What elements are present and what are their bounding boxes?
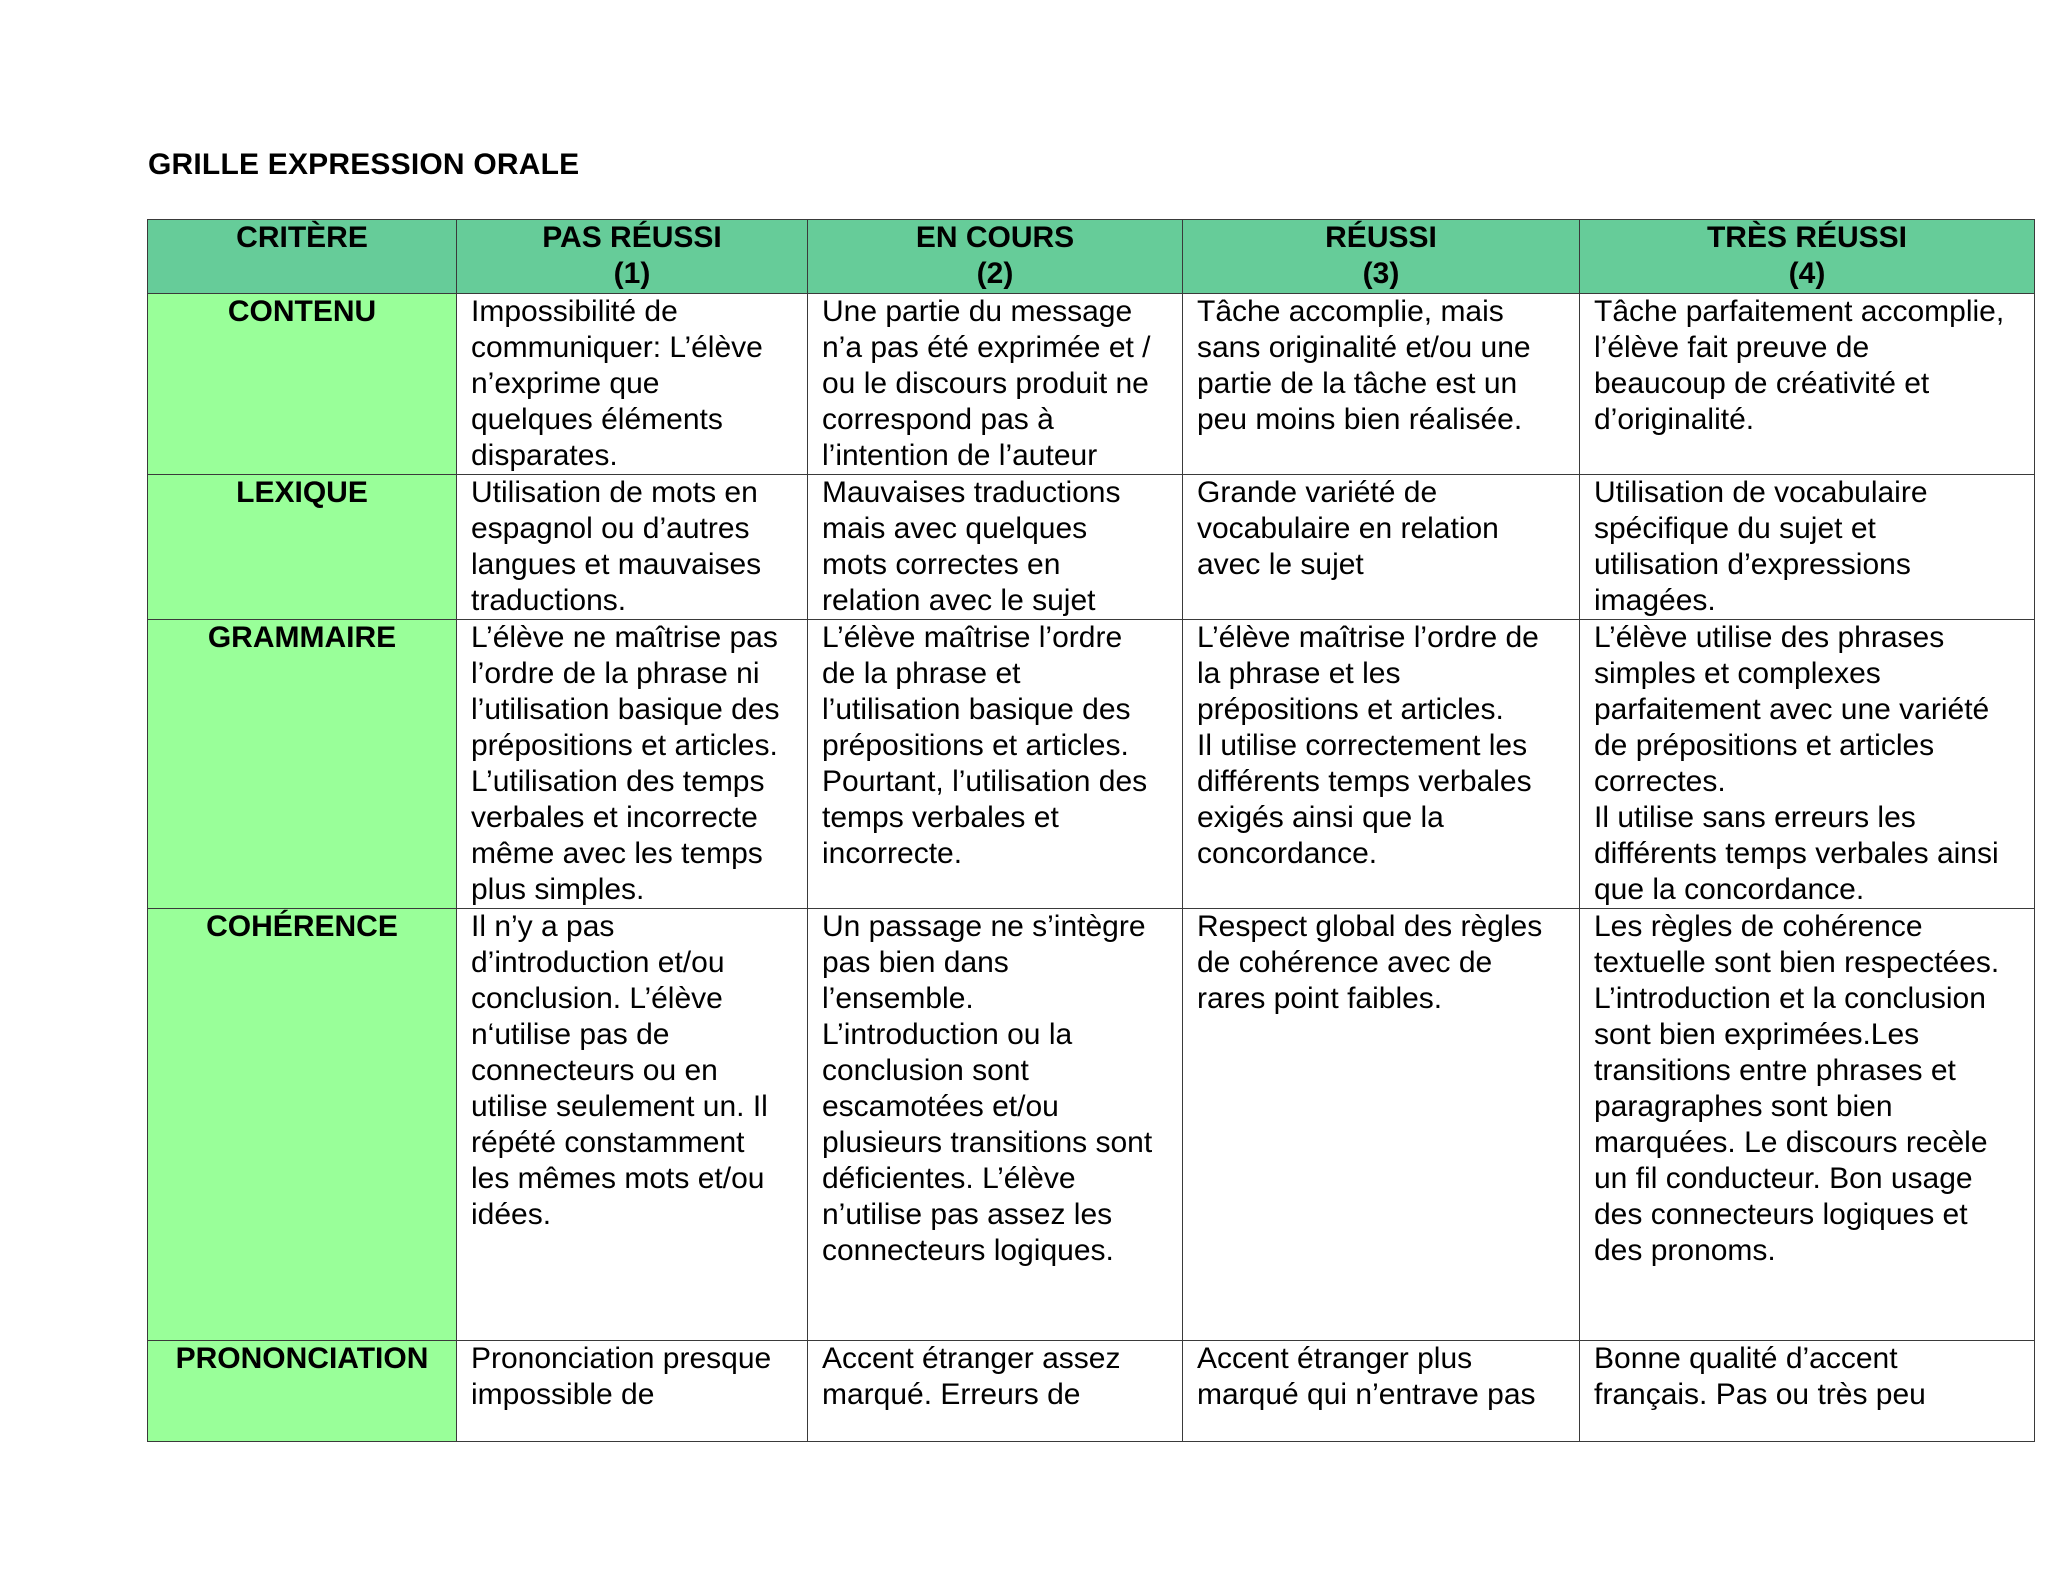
table-row-contenu	[148, 294, 2035, 475]
descriptor-text: Tâche accomplie, mais sans originalité et/ou une partie de la tâche est un peu moins bien réalisée.	[1197, 295, 1531, 436]
header-level-number: (1)	[613, 257, 651, 290]
descriptor-text: Tâche parfaitement accomplie, l’élève fait preuve de beaucoup de créativité et d’originalité.	[1594, 295, 2005, 436]
table-row-prononciation	[148, 1341, 2035, 1442]
header-level-2	[808, 220, 1183, 294]
descriptor-text: Il n’y a pas d’introduction et/ou conclusion. L’élève n‘utilise pas de connecteurs ou en utilise seulement un. Il répété constamment les mêmes mots et/ou idées.	[471, 910, 768, 1231]
criterion-cell: PRONONCIATION	[148, 1341, 457, 1442]
descriptor-cell	[1183, 1341, 1580, 1442]
descriptor-cell	[1580, 475, 2035, 620]
descriptor-text: L’élève ne maîtrise pas l’ordre de la phrase ni l’utilisation basique des prépositions et articles. L’utilisation des temps verbales et incorrecte même avec les temps plus simples.	[471, 621, 780, 906]
descriptor-cell	[1580, 294, 2035, 475]
header-level-number: (3)	[1362, 257, 1400, 290]
descriptor-text: Les règles de cohérence textuelle sont bien respectées. L’introduction et la conclusion sont bien exprimées.Les transitions entre phrases et paragraphes sont bien marquées. Le discours recèle un fil conducteur. Bon usage des connecteurs logiques et des pronoms.	[1594, 910, 2000, 1267]
descriptor-cell	[457, 620, 808, 909]
descriptor-cell	[1183, 294, 1580, 475]
descriptor-text: Un passage ne s’intègre pas bien dans l’ensemble. L’introduction ou la conclusion sont escamotées et/ou plusieurs transitions sont déficientes. L’élève n’utilise pas assez les connecteurs logiques.	[822, 910, 1153, 1267]
criterion-cell: COHÉRENCE	[148, 909, 457, 1341]
header-label: CRITÈRE	[236, 221, 368, 254]
descriptor-text: Prononciation presque impossible de	[471, 1342, 772, 1411]
criterion-cell: LEXIQUE	[148, 475, 457, 620]
descriptor-cell	[1183, 475, 1580, 620]
descriptor-text: Accent étranger plus marqué qui n’entrave pas	[1197, 1342, 1536, 1411]
descriptor-text: Utilisation de vocabulaire spécifique du sujet et utilisation d’expressions imagées.	[1594, 476, 1928, 617]
descriptor-cell	[1183, 909, 1580, 1341]
header-level-1	[457, 220, 808, 294]
header-label: TRÈS RÉUSSI	[1706, 221, 1908, 254]
descriptor-text: Respect global des règles de cohérence avec de rares point faibles.	[1197, 910, 1543, 1015]
descriptor-text: Bonne qualité d’accent français. Pas ou très peu	[1594, 1342, 1926, 1411]
descriptor-text: Accent étranger assez marqué. Erreurs de	[822, 1342, 1121, 1411]
header-label: EN COURS	[915, 221, 1075, 254]
criterion-cell: CONTENU	[148, 294, 457, 475]
descriptor-cell	[808, 620, 1183, 909]
rubric-table	[147, 219, 2035, 1442]
header-level-3	[1183, 220, 1580, 294]
table-row-coherence	[148, 909, 2035, 1341]
descriptor-text: Utilisation de mots en espagnol ou d’autres langues et mauvaises traductions.	[471, 476, 762, 617]
descriptor-cell	[808, 294, 1183, 475]
descriptor-text: L’élève maîtrise l’ordre de la phrase et l’utilisation basique des prépositions et articles. Pourtant, l’utilisation des temps verbales et incorrecte.	[822, 621, 1148, 870]
descriptor-cell	[457, 1341, 808, 1442]
descriptor-cell	[808, 909, 1183, 1341]
descriptor-cell	[457, 909, 808, 1341]
document-title: GRILLE EXPRESSION ORALE	[148, 148, 580, 181]
header-level-number: (2)	[976, 257, 1014, 290]
descriptor-cell	[1580, 909, 2035, 1341]
table-row-lexique	[148, 475, 2035, 620]
descriptor-cell	[457, 294, 808, 475]
header-label: PAS RÉUSSI	[542, 221, 722, 254]
descriptor-text: Grande variété de vocabulaire en relation avec le sujet	[1197, 476, 1499, 581]
descriptor-text: L’élève maîtrise l’ordre de la phrase et les prépositions et articles. Il utilise correctement les différents temps verbales exigés ainsi que la concordance.	[1197, 621, 1539, 870]
header-criterion	[148, 220, 457, 294]
descriptor-cell	[1580, 620, 2035, 909]
descriptor-text: L’élève utilise des phrases simples et complexes parfaitement avec une variété de prépositions et articles correctes. Il utilise sans erreurs les différents temps verbales ainsi que la concordance.	[1594, 621, 1999, 906]
descriptor-text: Mauvaises traductions mais avec quelques mots correctes en relation avec le sujet	[822, 476, 1121, 617]
criterion-cell: GRAMMAIRE	[148, 620, 457, 909]
table-row-grammaire	[148, 620, 2035, 909]
descriptor-text: Une partie du message n’a pas été exprimée et / ou le discours produit ne correspond pas à l’intention de l’auteur	[822, 295, 1151, 472]
descriptor-cell	[808, 475, 1183, 620]
header-level-4	[1580, 220, 2035, 294]
descriptor-cell	[1580, 1341, 2035, 1442]
descriptor-cell	[1183, 620, 1580, 909]
header-level-number: (4)	[1788, 257, 1826, 290]
header-label: RÉUSSI	[1325, 221, 1437, 254]
descriptor-cell	[457, 475, 808, 620]
header-row	[148, 220, 2035, 294]
descriptor-text: Impossibilité de communiquer: L’élève n’exprime que quelques éléments disparates.	[471, 295, 763, 472]
descriptor-cell	[808, 1341, 1183, 1442]
